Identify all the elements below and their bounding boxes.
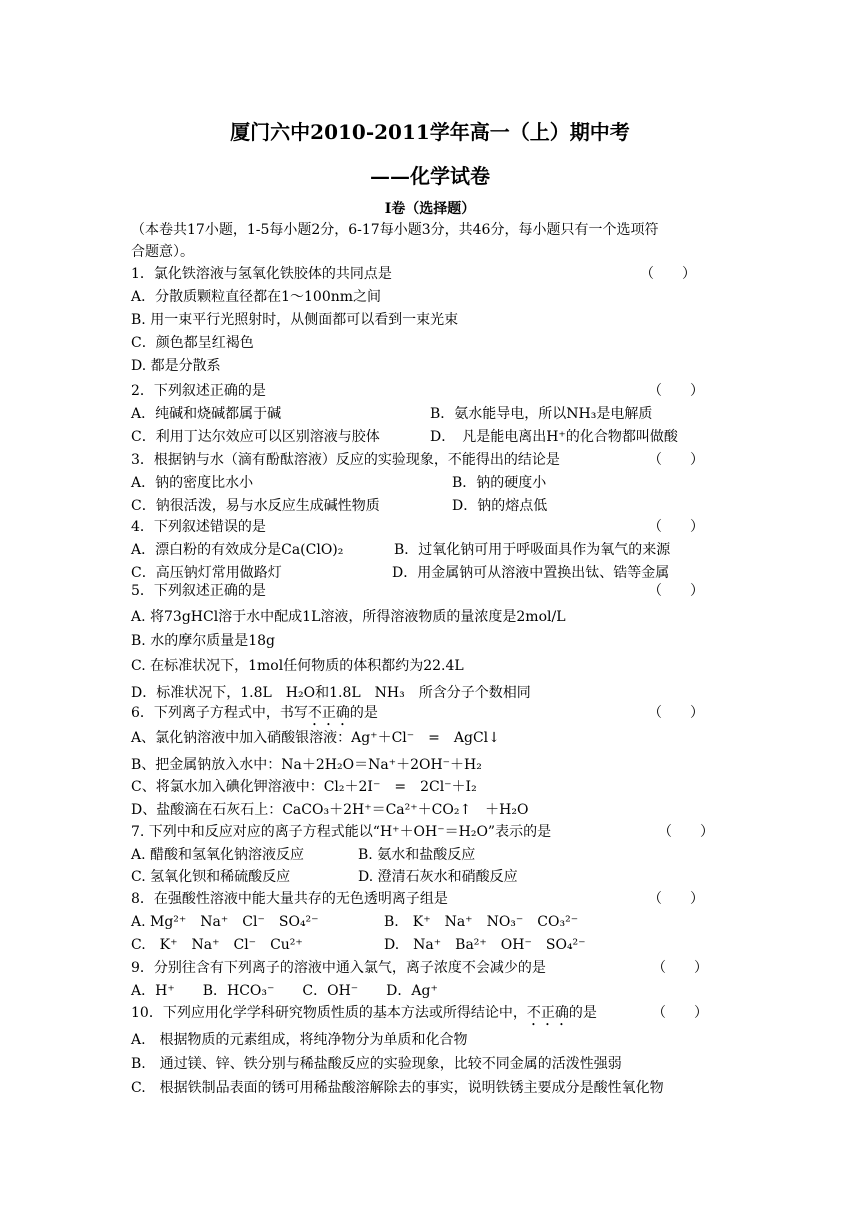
q6-answer-bracket: （ ） [648, 705, 704, 721]
q2-answer-bracket: （ ） [648, 383, 704, 399]
q8-stem: 8．在强酸性溶液中能大量共存的无色透明离子组是 [131, 891, 448, 907]
q6-stem-emphasis: 不正确 [307, 705, 350, 721]
q1-stem: 1．氯化铁溶液与氢氧化铁胶体的共同点是 [131, 266, 392, 282]
q4-option-c: C．高压钠灯常用做路灯 [131, 565, 282, 581]
instructions-line-2: 合题意）。 [131, 244, 194, 260]
q1-option-c: C．颜色都呈红褐色 [131, 335, 254, 351]
q6-option-b: B、把金属钠放入水中：Na＋2H₂O＝Na⁺＋2OH⁻＋H₂ [131, 757, 482, 773]
q9-answer-bracket: （ ） [652, 960, 708, 976]
q3-option-a: A．钠的密度比水小 [131, 475, 254, 491]
q1-option-b: B. 用一束平行光照射时，从侧面都可以看到一束光束 [131, 312, 459, 328]
q6-stem [131, 704, 378, 729]
q6-option-a: A、氯化钠溶液中加入硝酸银溶液：Ag⁺＋Cl⁻ = AgCl↓ [131, 730, 500, 746]
q6-stem-start: 6．下列离子方程式中，书写 [131, 705, 308, 721]
q10-stem-end: 的是 [568, 1005, 597, 1021]
q7-option-b: B. 氨水和盐酸反应 [358, 847, 476, 863]
q6-stem-end: 的是 [349, 705, 378, 721]
q4-option-a: A．漂白粉的有效成分是Ca(ClO)₂ [131, 542, 344, 558]
q4-option-b: B．过氧化钠可用于呼吸面具作为氧气的来源 [394, 542, 671, 558]
q2-option-c: C．利用丁达尔效应可以区别溶液与胶体 [131, 429, 380, 445]
section-heading: Ⅰ卷（选择题） [384, 201, 476, 217]
q10-answer-bracket: （ ） [652, 1005, 708, 1021]
exam-title: 厦门六中2010-2011学年高一（上）期中考 [230, 120, 630, 144]
q3-option-d: D．钠的熔点低 [452, 498, 548, 514]
q5-option-b: B. 水的摩尔质量是18g [131, 633, 275, 649]
q3-option-b: B．钠的硬度小 [452, 475, 547, 491]
q10-option-a: A. 根据物质的元素组成，将纯净物分为单质和化合物 [131, 1032, 468, 1048]
q1-option-a: A．分散质颗粒直径都在1～100nm之间 [131, 289, 382, 305]
q8-option-b: B. K⁺ Na⁺ NO₃⁻ CO₃²⁻ [384, 914, 579, 930]
q4-option-d: D．用金属钠可从溶液中置换出钛、锆等金属 [392, 565, 670, 581]
q9-options: A．H⁺ B．HCO₃⁻ C．OH⁻ D．Ag⁺ [131, 983, 438, 999]
q4-answer-bracket: （ ） [648, 519, 704, 535]
q8-option-a: A. Mg²⁺ Na⁺ Cl⁻ SO₄²⁻ [131, 914, 319, 930]
q5-option-d: D．标准状况下，1.8L H₂O和1.8L NH₃ 所含分子个数相同 [131, 685, 531, 701]
q7-stem: 7. 下列中和反应对应的离子方程式能以“H⁺＋OH⁻＝H₂O”表示的是 [131, 824, 552, 840]
q5-option-c: C. 在标准状况下，1mol任何物质的体积都约为22.4L [131, 658, 464, 674]
q10-stem-emphasis: 不正确 [526, 1005, 569, 1021]
q2-stem: 2．下列叙述正确的是 [131, 383, 266, 399]
q3-option-c: C．钠很活泼，易与水反应生成碱性物质 [131, 498, 380, 514]
q10-stem [131, 1004, 597, 1029]
q7-option-d: D. 澄清石灰水和硝酸反应 [358, 869, 518, 885]
q5-answer-bracket: （ ） [648, 583, 704, 599]
q4-stem: 4．下列叙述错误的是 [131, 519, 266, 535]
q7-answer-bracket: （ ） [658, 824, 714, 840]
q10-stem-start: 10．下列应用化学学科研究物质性质的基本方法或所得结论中， [131, 1005, 527, 1021]
q2-option-a: A．纯碱和烧碱都属于碱 [131, 406, 282, 422]
q10-option-c: C. 根据铁制品表面的锈可用稀盐酸溶解除去的事实，说明铁锈主要成分是酸性氧化物 [131, 1080, 664, 1096]
q3-answer-bracket: （ ） [648, 452, 704, 468]
q6-option-d: D、盐酸滴在石灰石上：CaCO₃＋2H⁺＝Ca²⁺＋CO₂↑ ＋H₂O [131, 802, 529, 818]
q1-answer-bracket: （ ） [640, 266, 696, 282]
q7-option-c: C. 氢氧化钡和稀硫酸反应 [131, 869, 291, 885]
q10-option-b: B. 通过镁、锌、铁分别与稀盐酸反应的实验现象，比较不同金属的活泼性强弱 [131, 1056, 622, 1072]
q5-option-a: A. 将73gHCl溶于水中配成1L溶液，所得溶液物质的量浓度是2mol/L [131, 609, 566, 625]
q5-stem: 5．下列叙述正确的是 [131, 583, 266, 599]
q8-answer-bracket: （ ） [648, 891, 704, 907]
q6-option-c: C、将氯水加入碘化钾溶液中：Cl₂＋2I⁻ = 2Cl⁻＋I₂ [131, 779, 477, 795]
q2-option-b: B．氨水能导电，所以NH₃是电解质 [430, 406, 653, 422]
q8-option-c: C. K⁺ Na⁺ Cl⁻ Cu²⁺ [131, 937, 303, 953]
q7-option-a: A. 醋酸和氢氧化钠溶液反应 [131, 847, 305, 863]
q1-option-d: D. 都是分散系 [131, 358, 221, 374]
q3-stem: 3．根据钠与水（滴有酚酞溶液）反应的实验现象，不能得出的结论是 [131, 452, 560, 468]
exam-subtitle: ——化学试卷 [370, 164, 490, 188]
q8-option-d: D. Na⁺ Ba²⁺ OH⁻ SO₄²⁻ [384, 937, 586, 953]
q2-option-d: D． 凡是能电离出H⁺的化合物都叫做酸 [430, 429, 678, 445]
q9-stem: 9．分别往含有下列离子的溶液中通入氯气，离子浓度不会减少的是 [131, 960, 546, 976]
instructions-line-1: （本卷共17小题，1-5每小题2分，6-17每小题3分，共46分，每小题只有一个选项符 [131, 222, 659, 238]
